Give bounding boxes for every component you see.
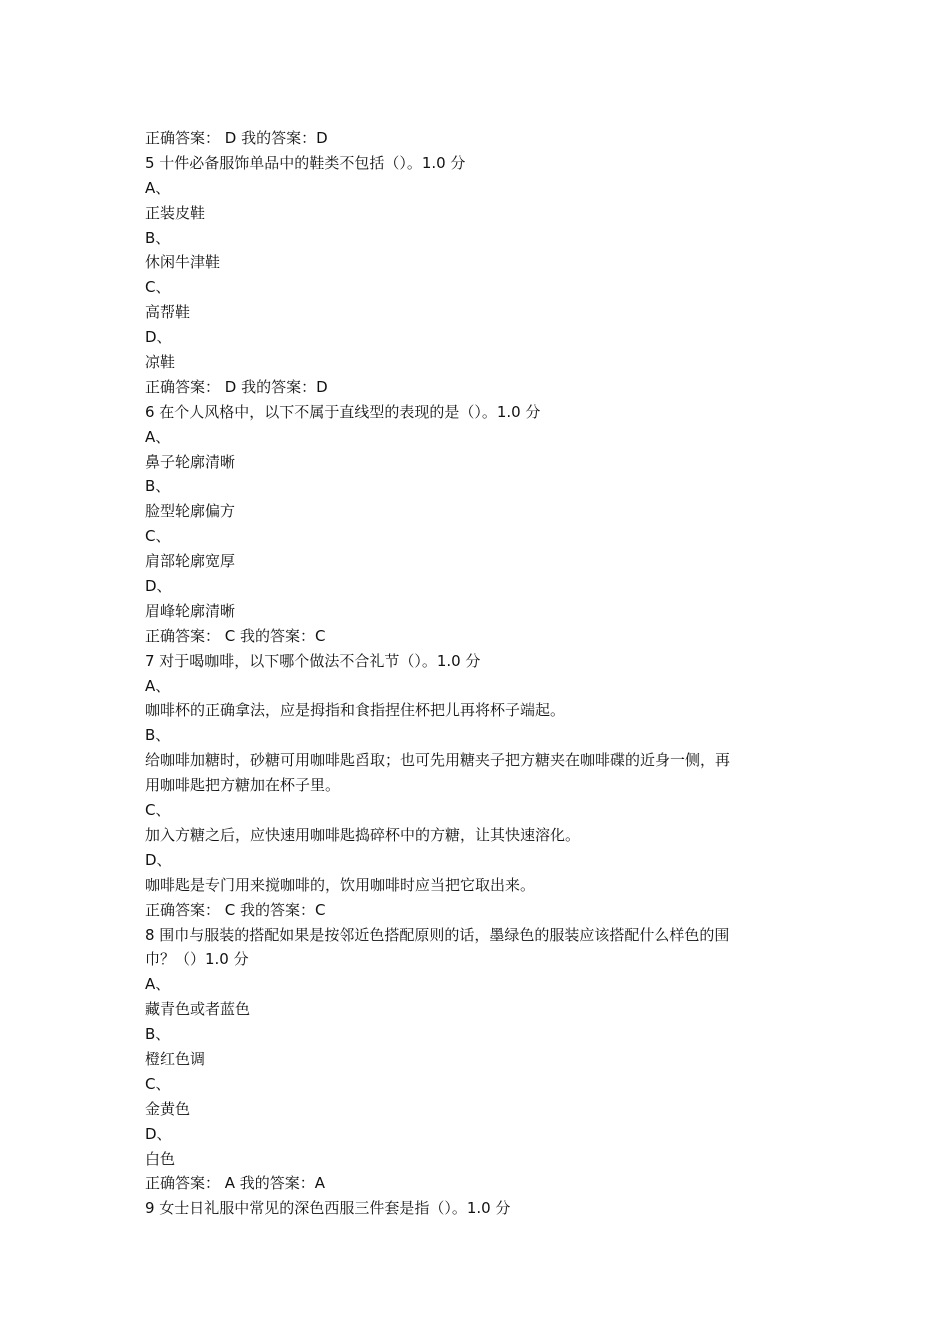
option-text-c: 高帮鞋 (145, 303, 191, 322)
option-text-d: 眉峰轮廓清晰 (145, 601, 236, 620)
question-7: 7 对于喝咖啡，以下哪个做法不合礼节（）。1.0 分 (145, 651, 481, 670)
option-label-b: B、 (145, 726, 171, 745)
document-body (145, 126, 810, 1221)
option-label-a: A、 (145, 178, 171, 197)
option-text-b: 脸型轮廓偏方 (145, 502, 236, 521)
question-8: 8 围巾与服装的搭配如果是按邻近色搭配原则的话，墨绿色的服装应该搭配什么样色的围 (145, 925, 730, 944)
option-text-b: 休闲牛津鞋 (145, 253, 221, 272)
option-label-b: B、 (145, 228, 171, 247)
option-text-b: 橙红色调 (145, 1049, 206, 1068)
option-text-a: 咖啡杯的正确拿法，应是拇指和食指捏住杯把儿再将杯子端起。 (145, 701, 566, 720)
option-text-b: 给咖啡加糖时，砂糖可用咖啡匙舀取；也可先用糖夹子把方糖夹在咖啡碟的近身一侧，再 (145, 751, 731, 770)
question-8-continued: 巾？（）1.0 分 (145, 950, 249, 969)
option-text-a: 正装皮鞋 (145, 203, 206, 222)
answer-line: 正确答案： D 我的答案：D (145, 129, 328, 147)
option-text-c: 加入方糖之后，应快速用咖啡匙捣碎杯中的方糖，让其快速溶化。 (145, 825, 581, 844)
question-6: 6 在个人风格中，以下不属于直线型的表现的是（）。1.0 分 (145, 402, 541, 421)
option-label-a: A、 (145, 427, 171, 446)
answer-line: 正确答案： D 我的答案：D (145, 377, 328, 396)
question-5: 5 十件必备服饰单品中的鞋类不包括（）。1.0 分 (145, 153, 466, 172)
option-label-b: B、 (145, 477, 171, 496)
option-label-d: D、 (145, 577, 172, 596)
option-label-b: B、 (145, 1025, 171, 1044)
option-text-d: 咖啡匙是专门用来搅咖啡的，饮用咖啡时应当把它取出来。 (145, 875, 536, 894)
option-label-a: A、 (145, 975, 171, 994)
option-text-a: 藏青色或者蓝色 (145, 1000, 251, 1019)
answer-line: 正确答案： C 我的答案：C (145, 626, 326, 645)
option-text-c: 肩部轮廓宽厚 (145, 552, 236, 571)
option-text-d: 白色 (145, 1149, 176, 1168)
option-label-d: D、 (145, 850, 172, 869)
answer-line: 正确答案： A 我的答案：A (145, 1174, 326, 1193)
question-9: 9 女士日礼服中常见的深色西服三件套是指（）。1.0 分 (145, 1199, 511, 1218)
option-label-c: C、 (145, 1074, 171, 1093)
option-label-c: C、 (145, 527, 171, 546)
option-label-d: D、 (145, 1124, 172, 1143)
option-label-c: C、 (145, 801, 171, 820)
option-text-a: 鼻子轮廓清晰 (145, 452, 236, 471)
option-label-a: A、 (145, 676, 171, 695)
option-text-c: 金黄色 (145, 1099, 191, 1118)
option-text-d: 凉鞋 (145, 353, 176, 372)
answer-line: 正确答案： C 我的答案：C (145, 900, 326, 919)
option-label-c: C、 (145, 278, 171, 297)
option-text-b-continued: 用咖啡匙把方糖加在杯子里。 (145, 776, 341, 795)
option-label-d: D、 (145, 328, 172, 347)
